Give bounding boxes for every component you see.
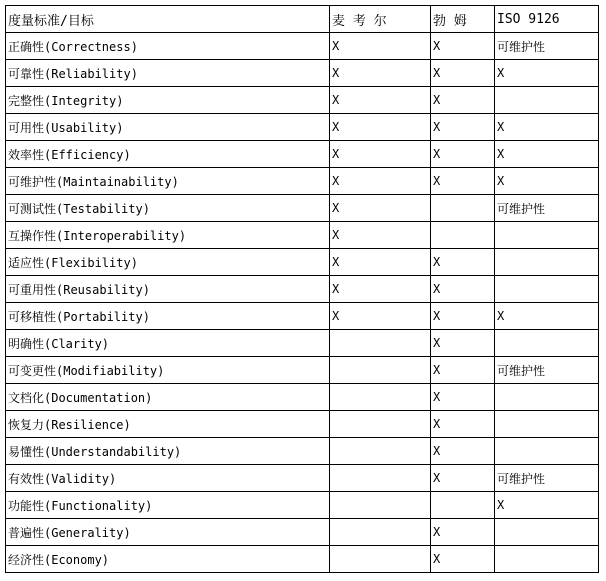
metric-cell: 功能性(Functionality): [6, 492, 330, 519]
boehm-cell: X: [431, 141, 495, 168]
mccall-cell: X: [330, 33, 431, 60]
iso9126-cell: 可维护性: [495, 357, 599, 384]
iso9126-cell: X: [495, 492, 599, 519]
table-row: [6, 87, 599, 114]
boehm-cell: X: [431, 330, 495, 357]
mccall-cell: [330, 438, 431, 465]
table-row: [6, 33, 599, 60]
boehm-cell: [431, 222, 495, 249]
metric-cell: 明确性(Clarity): [6, 330, 330, 357]
header-metric: 度量标准/目标: [6, 6, 330, 33]
mccall-cell: [330, 546, 431, 573]
metric-cell: 可测试性(Testability): [6, 195, 330, 222]
iso9126-cell: [495, 249, 599, 276]
boehm-cell: X: [431, 87, 495, 114]
iso9126-cell: [495, 546, 599, 573]
metric-cell: 可重用性(Reusability): [6, 276, 330, 303]
mccall-cell: X: [330, 168, 431, 195]
table-row: [6, 492, 599, 519]
metric-cell: 普遍性(Generality): [6, 519, 330, 546]
mccall-cell: X: [330, 276, 431, 303]
iso9126-cell: [495, 222, 599, 249]
header-boehm: 勃 姆: [431, 6, 495, 33]
table-row: [6, 168, 599, 195]
table-row: [6, 222, 599, 249]
iso9126-cell: 可维护性: [495, 195, 599, 222]
metric-cell: 可维护性(Maintainability): [6, 168, 330, 195]
table-row: [6, 384, 599, 411]
iso9126-cell: X: [495, 168, 599, 195]
iso9126-cell: X: [495, 60, 599, 87]
iso9126-cell: [495, 87, 599, 114]
table-row: [6, 303, 599, 330]
mccall-cell: [330, 519, 431, 546]
boehm-cell: X: [431, 33, 495, 60]
boehm-cell: X: [431, 114, 495, 141]
mccall-cell: [330, 465, 431, 492]
mccall-cell: X: [330, 249, 431, 276]
metric-cell: 正确性(Correctness): [6, 33, 330, 60]
iso9126-cell: [495, 411, 599, 438]
mccall-cell: X: [330, 222, 431, 249]
iso9126-cell: 可维护性: [495, 465, 599, 492]
iso9126-cell: [495, 438, 599, 465]
iso9126-cell: 可维护性: [495, 33, 599, 60]
metric-cell: 互操作性(Interoperability): [6, 222, 330, 249]
boehm-cell: X: [431, 465, 495, 492]
mccall-cell: X: [330, 303, 431, 330]
metric-cell: 完整性(Integrity): [6, 87, 330, 114]
boehm-cell: X: [431, 60, 495, 87]
metric-cell: 可移植性(Portability): [6, 303, 330, 330]
metric-cell: 文档化(Documentation): [6, 384, 330, 411]
table-row: [6, 465, 599, 492]
mccall-cell: [330, 492, 431, 519]
metric-cell: 恢复力(Resilience): [6, 411, 330, 438]
metric-cell: 经济性(Economy): [6, 546, 330, 573]
iso9126-cell: [495, 519, 599, 546]
boehm-cell: X: [431, 411, 495, 438]
metric-cell: 适应性(Flexibility): [6, 249, 330, 276]
iso9126-cell: [495, 330, 599, 357]
table-row: [6, 357, 599, 384]
table-row: [6, 60, 599, 87]
boehm-cell: X: [431, 276, 495, 303]
table-row: [6, 195, 599, 222]
table-row: [6, 330, 599, 357]
table-row: [6, 519, 599, 546]
table-row: [6, 141, 599, 168]
boehm-cell: X: [431, 168, 495, 195]
metric-cell: 效率性(Efficiency): [6, 141, 330, 168]
table-row: [6, 114, 599, 141]
metric-cell: 有效性(Validity): [6, 465, 330, 492]
header-iso9126: ISO 9126: [495, 6, 599, 33]
boehm-cell: X: [431, 438, 495, 465]
boehm-cell: X: [431, 249, 495, 276]
quality-metrics-table: [5, 5, 599, 573]
iso9126-cell: [495, 276, 599, 303]
iso9126-cell: X: [495, 303, 599, 330]
table-row: [6, 546, 599, 573]
table-row: [6, 249, 599, 276]
table-row: [6, 438, 599, 465]
mccall-cell: [330, 411, 431, 438]
table-row: [6, 276, 599, 303]
boehm-cell: [431, 195, 495, 222]
iso9126-cell: X: [495, 114, 599, 141]
boehm-cell: X: [431, 303, 495, 330]
iso9126-cell: [495, 384, 599, 411]
mccall-cell: X: [330, 114, 431, 141]
mccall-cell: X: [330, 87, 431, 114]
iso9126-cell: X: [495, 141, 599, 168]
mccall-cell: [330, 330, 431, 357]
boehm-cell: X: [431, 519, 495, 546]
mccall-cell: [330, 384, 431, 411]
mccall-cell: [330, 357, 431, 384]
boehm-cell: X: [431, 357, 495, 384]
mccall-cell: X: [330, 141, 431, 168]
metric-cell: 易懂性(Understandability): [6, 438, 330, 465]
table-row: [6, 411, 599, 438]
mccall-cell: X: [330, 195, 431, 222]
header-mccall: 麦 考 尔: [330, 6, 431, 33]
boehm-cell: [431, 492, 495, 519]
metric-cell: 可变更性(Modifiability): [6, 357, 330, 384]
metric-cell: 可靠性(Reliability): [6, 60, 330, 87]
metric-cell: 可用性(Usability): [6, 114, 330, 141]
mccall-cell: X: [330, 60, 431, 87]
boehm-cell: X: [431, 384, 495, 411]
boehm-cell: X: [431, 546, 495, 573]
table-header-row: [6, 6, 599, 33]
